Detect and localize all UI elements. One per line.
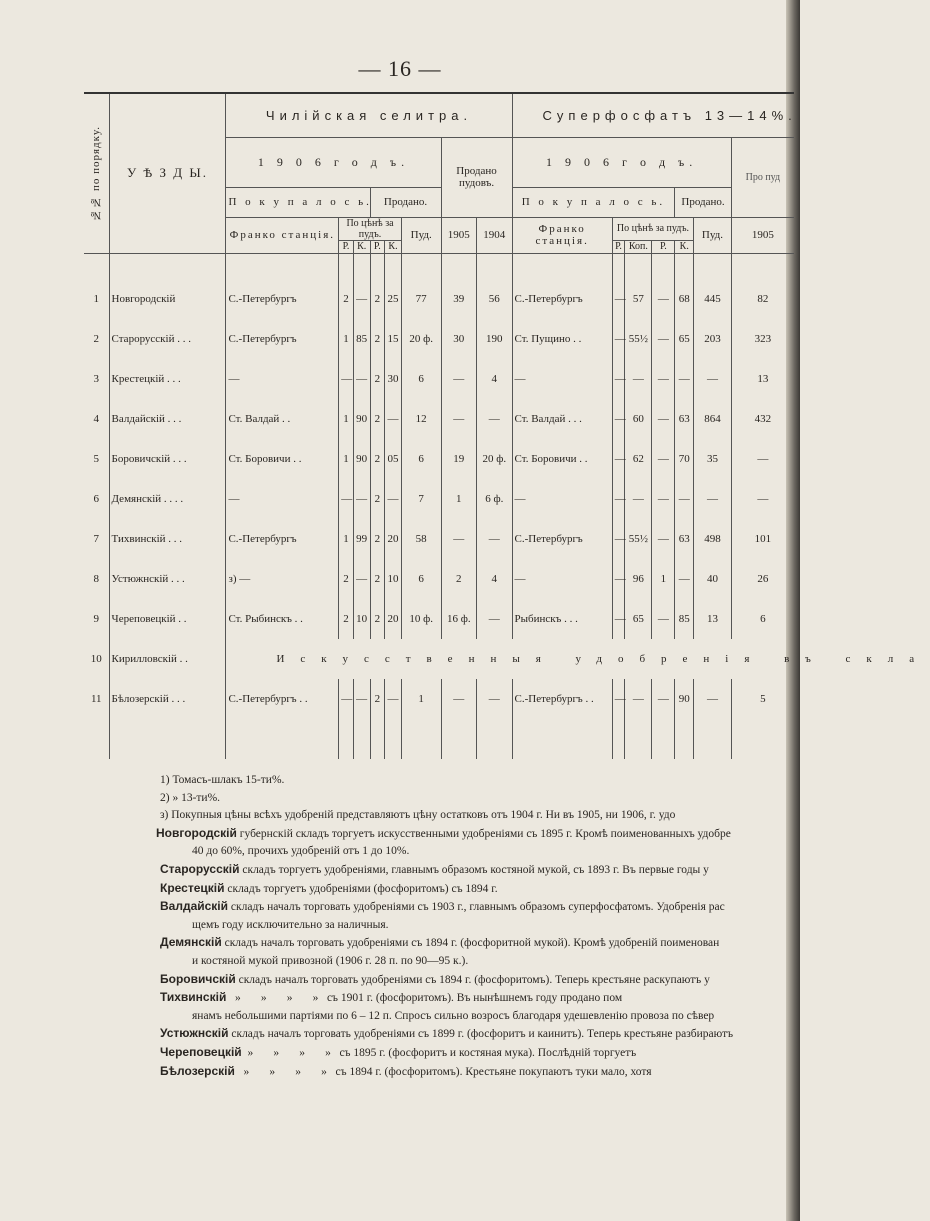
cell-pud: 6 <box>401 359 441 399</box>
cell-q1905: 82 <box>731 279 794 319</box>
cell-p2r: 2 <box>370 559 385 599</box>
footnote-1: 1) Томасъ-шлакъ 15-ти%. <box>160 774 285 786</box>
note-borovichi <box>160 971 800 990</box>
note-novgorod-cont: 40 до 60%, прочихъ удобреній отъ 1 до 10%. <box>192 845 410 858</box>
sold-poods-header-2: Про пуд <box>731 137 794 217</box>
cell-q1r: — <box>612 319 625 359</box>
cell-p1r: 2 <box>339 599 354 639</box>
cell-n: 1 <box>93 293 100 305</box>
cell-q1r: — <box>612 399 625 439</box>
cell-q1k: 60 <box>625 399 652 439</box>
cell-y1905: — <box>441 519 476 559</box>
cell-pud: 12 <box>401 399 441 439</box>
table-row-10 <box>84 639 794 679</box>
note-novgorod <box>156 825 800 844</box>
year-1906-header-2: 1 9 0 6 г о д ъ. <box>512 137 731 187</box>
cell-y1904: — <box>477 399 513 439</box>
cell-st1: С.-Петербургъ <box>226 519 339 559</box>
cell-y1904: 56 <box>477 279 513 319</box>
cell-p2k: — <box>385 479 402 519</box>
superphosphate-header: Суперфосфатъ 13—14%. <box>512 93 794 137</box>
bought-header-2: П о к у п а л о с ь. <box>512 187 675 217</box>
cell-y1905: 1 <box>441 479 476 519</box>
note-novgorod-text: губернскій складъ торгуетъ искусственными удобреніями съ 1895 г. Кромѣ поименованныхъ удобре <box>236 827 731 840</box>
fertilizer-table <box>84 92 930 759</box>
cell-st1: з) — <box>226 559 339 599</box>
cell-p1k: 99 <box>353 519 370 559</box>
cell-q2r: — <box>652 399 675 439</box>
cell-q2k: 68 <box>675 279 694 319</box>
note-staraya-russa-title: Старорусскій <box>160 861 240 876</box>
cell-p1r: 1 <box>339 519 354 559</box>
cell-st2: С.-Петербургъ <box>512 279 612 319</box>
cell-q2k: 63 <box>675 399 694 439</box>
cell-y1905: 39 <box>441 279 476 319</box>
cell-name: Крестецкій . . . <box>109 359 226 399</box>
cell-st2: Ст. Валдай . . . <box>512 399 612 439</box>
cell-st1: Ст. Рыбинскъ . . <box>226 599 339 639</box>
cell-pud: 10 ф. <box>401 599 441 639</box>
rub-unit-2: Р. <box>370 240 385 253</box>
note-valdai-cont: щемъ году исключительно за наличныя. <box>192 918 389 931</box>
cell-p1k: — <box>353 559 370 599</box>
cell-name: Старорусскій . . . <box>109 319 226 359</box>
franco-station-header-2: Франко станція. <box>512 217 612 253</box>
note-valdai-title: Валдайскій <box>160 899 229 914</box>
table-row <box>84 399 794 439</box>
cell-p1k: — <box>353 279 370 319</box>
spacer-row <box>84 253 794 279</box>
cell-q2r: — <box>652 279 675 319</box>
cell-q1k: 96 <box>625 559 652 599</box>
cell-name: Кирилловскій . . <box>109 639 226 679</box>
cell-q1k: 55½ <box>625 319 652 359</box>
cell-p1r: 1 <box>339 319 354 359</box>
cell-st1: — <box>226 479 339 519</box>
note-demyansk-text: складъ началъ торговать удобреніями съ 1894 г. (фосфоритной мукой). Кромѣ удобреній поименован <box>221 937 720 950</box>
note-tikhvin-text: » » » » съ 1901 г. (фосфоритомъ). Въ нынѣшнемъ году продано пом <box>226 992 623 1005</box>
note-demyansk-cont: и костяной мукой привозной (1906 г. 28 п. по 90—95 к.). <box>192 954 469 967</box>
cell-name: Тихвинскій . . . <box>109 519 226 559</box>
cell-st2: Ст. Боровичи . . <box>512 439 612 479</box>
cell-q2r: — <box>652 599 675 639</box>
table-row <box>84 679 794 719</box>
note-ustyuzhna-title: Устюжнскій <box>160 1026 229 1041</box>
cell-y1905: 2 <box>441 559 476 599</box>
cell-y1904: 20 ф. <box>477 439 513 479</box>
cell-name: Демянскій . . . . <box>109 479 226 519</box>
footnote-2: 2) » 13-ти%. <box>160 791 221 804</box>
note-novgorod-title: Новгородскій <box>156 825 237 840</box>
note-ustyuzhna-text: складъ началъ торговать удобреніями съ 1899 г. (фосфоритъ и каинитъ). Теперь крестьяне разбираютъ <box>228 1028 734 1041</box>
statistics-table-container <box>84 92 930 742</box>
cell-p2k: 15 <box>385 319 402 359</box>
note-cherepovets <box>160 1044 800 1063</box>
cell-name: Череповецкій . . <box>109 599 226 639</box>
cell-q2k: 63 <box>675 519 694 559</box>
cell-q1905: 26 <box>731 559 794 599</box>
cell-st2: — <box>512 479 612 519</box>
cell-st1: С.-Петербургъ <box>226 319 339 359</box>
cell-p2r: 2 <box>370 399 385 439</box>
cell-q2k: — <box>675 559 694 599</box>
cell-y1904: 190 <box>477 319 513 359</box>
note-tikhvin-title: Тихвинскій <box>160 990 227 1005</box>
cell-pud: 6 <box>401 439 441 479</box>
cell-q2r: — <box>652 479 675 519</box>
cell-y1904: — <box>477 519 513 559</box>
cell-qpud: 445 <box>694 279 732 319</box>
cell-q1r: — <box>612 559 625 599</box>
year-1905-header-1: 1905 <box>441 217 476 253</box>
sold-header-1: Продано. <box>370 187 441 217</box>
note-valdai-text: складъ началъ торговать удобреніями съ 1903 г., главнымъ образомъ суперфосфатомъ. Удобренія рас <box>228 901 725 914</box>
cell-qpud: 203 <box>694 319 732 359</box>
cell-pud: 7 <box>401 479 441 519</box>
table-row <box>84 519 794 559</box>
cell-n: 9 <box>93 613 100 625</box>
cell-qpud: 498 <box>694 519 732 559</box>
cell-q1r: — <box>612 679 625 719</box>
cell-p1k: — <box>353 479 370 519</box>
cell-y1905: 19 <box>441 439 476 479</box>
cell-name: Устюжнскій . . . <box>109 559 226 599</box>
cell-name: Валдайскій . . . <box>109 399 226 439</box>
note-borovichi-text: складъ началъ торговать удобреніями съ 1894 г. (фосфоритомъ). Теперь крестьяне раскупаютъ у <box>235 973 710 986</box>
cell-p2k: 20 <box>385 519 402 559</box>
footnotes <box>156 772 800 1081</box>
cell-p2k: 05 <box>385 439 402 479</box>
cell-st1: — <box>226 359 339 399</box>
number-column-header <box>84 93 109 253</box>
cell-p2r: 2 <box>370 679 385 719</box>
uezd-column-header: У Ѣ З Д Ы. <box>109 93 226 253</box>
cell-q1r: — <box>612 439 625 479</box>
chilean-saltpeter-header: Чилійская селитра. <box>226 93 512 137</box>
cell-q2k: 70 <box>675 439 694 479</box>
cell-st2: — <box>512 359 612 399</box>
cell-st2: Рыбинскъ . . . <box>512 599 612 639</box>
cell-n: 8 <box>93 573 100 585</box>
cell-n: 4 <box>93 413 100 425</box>
cell-y1904: 4 <box>477 359 513 399</box>
table-row <box>84 279 794 319</box>
cell-p1k: — <box>353 359 370 399</box>
cell-q1k: 62 <box>625 439 652 479</box>
cell-p1k: 85 <box>353 319 370 359</box>
cell-merged-note: Искусственныя удобренія въ скла <box>226 639 794 679</box>
rub-unit-3: Р. <box>612 240 625 253</box>
trailing-row <box>84 719 794 759</box>
cell-st1: Ст. Боровичи . . <box>226 439 339 479</box>
cell-p2r: 2 <box>370 279 385 319</box>
cell-p1k: 90 <box>353 399 370 439</box>
note-krestsy-text: складъ торгуетъ удобреніями (фосфоритомъ) съ 1894 г. <box>224 882 498 895</box>
cell-pud: 1 <box>401 679 441 719</box>
cell-qpud: 35 <box>694 439 732 479</box>
cell-q1k: 65 <box>625 599 652 639</box>
cell-q1905: 432 <box>731 399 794 439</box>
cell-n: 7 <box>93 533 100 545</box>
cell-p1r: 1 <box>339 399 354 439</box>
cell-qpud: — <box>694 359 732 399</box>
cell-n: 5 <box>93 453 100 465</box>
cell-st2: С.-Петербургъ . . <box>512 679 612 719</box>
note-belozersk-text: » » » » съ 1894 г. (фосфоритомъ). Крестьяне покупаютъ туки мало, хотя <box>234 1065 652 1078</box>
cell-st1: С.-Петербургъ <box>226 279 339 319</box>
cell-qpud: 40 <box>694 559 732 599</box>
cell-p2k: — <box>385 679 402 719</box>
cell-y1904: — <box>477 679 513 719</box>
cell-p1r: — <box>339 479 354 519</box>
table-row <box>84 359 794 399</box>
cell-qpud: — <box>694 679 732 719</box>
kop-unit-2: К. <box>385 240 402 253</box>
cell-name: Новгородскій <box>109 279 226 319</box>
note-borovichi-title: Боровичскій <box>160 971 236 986</box>
cell-q2k: 90 <box>675 679 694 719</box>
cell-p2k: 30 <box>385 359 402 399</box>
cell-q1k: — <box>625 359 652 399</box>
cell-pud: 6 <box>401 559 441 599</box>
cell-p1r: — <box>339 359 354 399</box>
note-valdai <box>160 898 800 917</box>
kop-unit-3: Коп. <box>625 240 652 253</box>
rub-unit-4: Р. <box>652 240 675 253</box>
price-per-pood-header-1: По цѣнѣ за пудъ. <box>339 217 402 240</box>
cell-y1904: 6 ф. <box>477 479 513 519</box>
cell-name: Боровичскій . . . <box>109 439 226 479</box>
page-number: — 16 — <box>358 56 442 81</box>
cell-q2k: 85 <box>675 599 694 639</box>
cell-p2r: 2 <box>370 479 385 519</box>
cell-q1905: 5 <box>731 679 794 719</box>
cell-st2: С.-Петербургъ <box>512 519 612 559</box>
note-belozersk <box>160 1063 800 1082</box>
cell-q2r: — <box>652 439 675 479</box>
cell-p2k: — <box>385 399 402 439</box>
note-cherepovets-title: Череповецкій <box>160 1044 242 1059</box>
sold-header-2: Продано. <box>675 187 731 217</box>
cell-p2k: 20 <box>385 599 402 639</box>
cell-p2r: 2 <box>370 319 385 359</box>
note-demyansk <box>160 934 800 953</box>
cell-q2r: 1 <box>652 559 675 599</box>
cell-q1k: 57 <box>625 279 652 319</box>
cell-q1r: — <box>612 519 625 559</box>
cell-q1905: — <box>731 439 794 479</box>
cell-y1905: — <box>441 399 476 439</box>
cell-pud: 58 <box>401 519 441 559</box>
pud-header-1: Пуд. <box>401 217 441 253</box>
cell-q2r: — <box>652 359 675 399</box>
note-belozersk-title: Бѣлозерскій <box>160 1063 235 1078</box>
cell-y1904: 4 <box>477 559 513 599</box>
note-krestsy <box>160 880 800 899</box>
cell-pud: 77 <box>401 279 441 319</box>
kop-unit-1: К. <box>353 240 370 253</box>
note-tikhvin-cont: янамъ небольшими партіями по 6 – 12 п. Спросъ сильно возросъ благодаря удешевленію провоза по сѣвер <box>192 1009 715 1022</box>
table-row <box>84 319 794 359</box>
footnote-3: з) Покупныя цѣны всѣхъ удобреній представляютъ цѣну остатковъ отъ 1904 г. Ни въ 1905, ни 1906, г. удо <box>160 809 676 822</box>
cell-n: 6 <box>93 493 100 505</box>
cell-y1904: — <box>477 599 513 639</box>
cell-p2r: 2 <box>370 359 385 399</box>
cell-q2r: — <box>652 679 675 719</box>
cell-y1905: — <box>441 679 476 719</box>
cell-y1905: 30 <box>441 319 476 359</box>
cell-st2: — <box>512 559 612 599</box>
cell-q1905: 323 <box>731 319 794 359</box>
cell-q1k: — <box>625 479 652 519</box>
cell-n: 3 <box>93 373 100 385</box>
cell-qpud: 13 <box>694 599 732 639</box>
note-staraya-russa <box>160 861 800 880</box>
cell-q1905: — <box>731 479 794 519</box>
cell-n: 2 <box>93 333 100 345</box>
franco-station-header-1: Франко станція. <box>226 217 339 253</box>
year-1905-header-2: 1905 <box>731 217 794 253</box>
cell-p2r: 2 <box>370 599 385 639</box>
note-staraya-russa-text: складъ торгуетъ удобреніями, главнымъ образомъ костяной мукой, съ 1893 г. Въ первые годы у <box>239 863 709 876</box>
cell-p1k: — <box>353 679 370 719</box>
price-per-pood-header-2: По цѣнѣ за пудъ. <box>612 217 693 240</box>
table-row <box>84 479 794 519</box>
rub-unit-1: Р. <box>339 240 354 253</box>
cell-qpud: 864 <box>694 399 732 439</box>
table-row <box>84 439 794 479</box>
cell-p2k: 25 <box>385 279 402 319</box>
note-cherepovets-text: » » » » съ 1895 г. (фосфоритъ и костяная мука). Послѣдній торгуетъ <box>241 1046 637 1059</box>
bought-header-1: П о к у п а л о с ь. <box>226 187 370 217</box>
cell-qpud: — <box>694 479 732 519</box>
cell-st1: С.-Петербургъ . . <box>226 679 339 719</box>
table-row <box>84 599 794 639</box>
note-demyansk-title: Демянскій <box>160 935 222 950</box>
note-ustyuzhna <box>160 1025 800 1044</box>
cell-n: 10 <box>90 653 102 665</box>
cell-q2r: — <box>652 519 675 559</box>
note-tikhvin <box>160 989 800 1008</box>
cell-q1k: 55½ <box>625 519 652 559</box>
cell-p2r: 2 <box>370 439 385 479</box>
cell-p2r: 2 <box>370 519 385 559</box>
cell-q2k: — <box>675 479 694 519</box>
cell-p1k: 90 <box>353 439 370 479</box>
year-1904-header-1: 1904 <box>477 217 513 253</box>
sold-poods-header-1: Продано пудовъ. <box>441 137 512 217</box>
table-row <box>84 559 794 599</box>
note-krestsy-title: Крестецкій <box>160 880 225 895</box>
cell-y1905: 16 ф. <box>441 599 476 639</box>
pud-header-2: Пуд. <box>694 217 732 253</box>
cell-q1r: — <box>612 599 625 639</box>
kop-unit-4: К. <box>675 240 694 253</box>
cell-q1r: — <box>612 279 625 319</box>
cell-q1905: 6 <box>731 599 794 639</box>
cell-q1k: — <box>625 679 652 719</box>
cell-p1r: 2 <box>339 279 354 319</box>
cell-y1905: — <box>441 359 476 399</box>
cell-q1905: 101 <box>731 519 794 559</box>
cell-p1r: 2 <box>339 559 354 599</box>
cell-q2k: 65 <box>675 319 694 359</box>
cell-q2k: — <box>675 359 694 399</box>
cell-p1r: 1 <box>339 439 354 479</box>
cell-n: 11 <box>90 693 102 705</box>
cell-q1r: — <box>612 359 625 399</box>
cell-st2: Ст. Пущино . . <box>512 319 612 359</box>
year-1906-header-1: 1 9 0 6 г о д ъ. <box>226 137 441 187</box>
cell-q1r: — <box>612 479 625 519</box>
number-header-label: №№ по порядку. <box>90 125 103 221</box>
cell-pud: 20 ф. <box>401 319 441 359</box>
cell-p2k: 10 <box>385 559 402 599</box>
cell-p1r: — <box>339 679 354 719</box>
cell-p1k: 10 <box>353 599 370 639</box>
cell-q1905: 13 <box>731 359 794 399</box>
cell-q2r: — <box>652 319 675 359</box>
cell-st1: Ст. Валдай . . <box>226 399 339 439</box>
cell-name: Бѣлозерскій . . . <box>109 679 226 719</box>
